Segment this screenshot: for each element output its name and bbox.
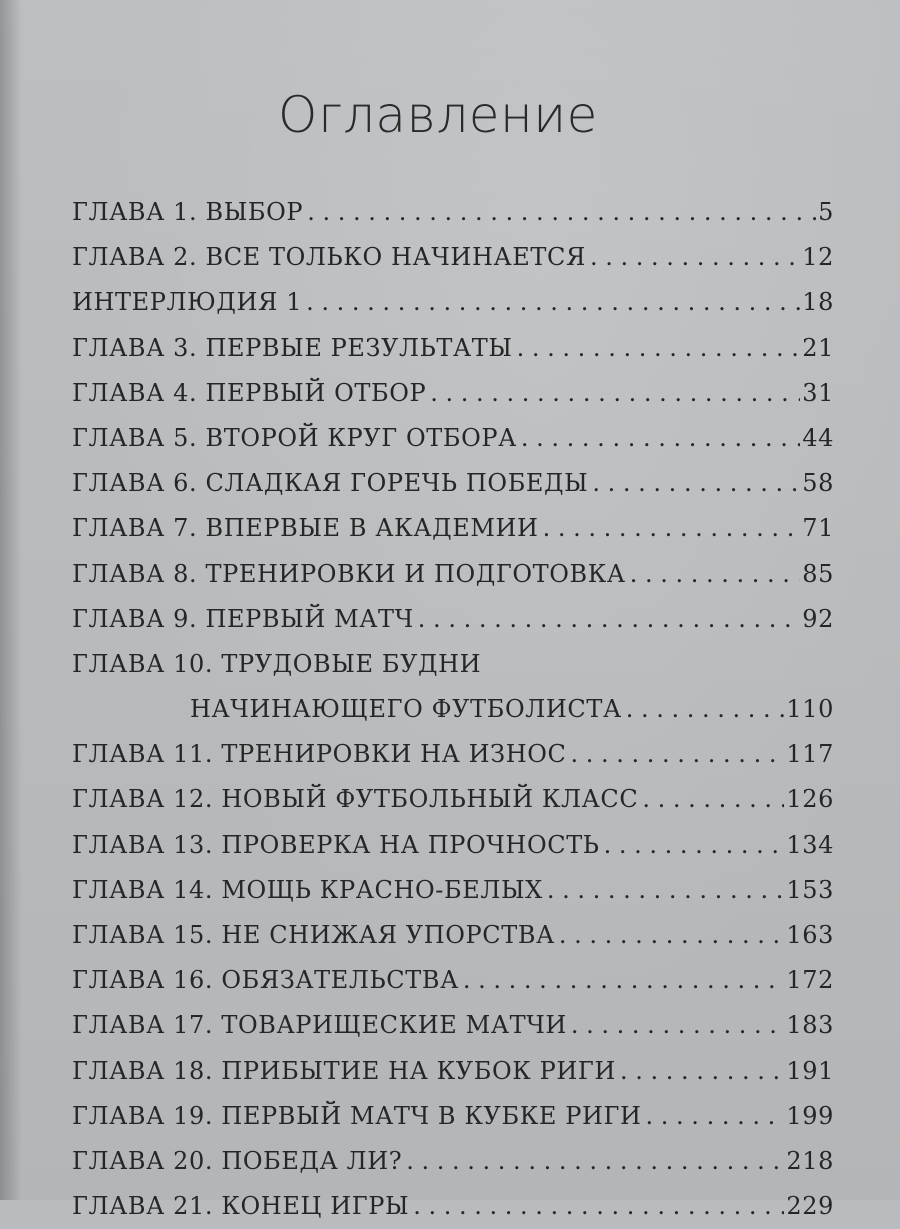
toc-line (72, 958, 834, 1003)
chapter-label: ГЛАВА 19. (72, 1101, 214, 1130)
toc-entry-text (72, 597, 414, 642)
chapter-title: ТРЕНИРОВКИ И ПОДГОТОВКА (205, 559, 626, 588)
toc-entry-text (72, 1139, 402, 1184)
page-number: 199 (786, 1101, 834, 1130)
page-number: 92 (802, 604, 834, 633)
spine-shadow (0, 0, 22, 1200)
page-number: 183 (786, 1011, 834, 1040)
dot-leader (521, 416, 800, 461)
dot-leader (626, 687, 785, 732)
toc-entry (72, 280, 834, 325)
chapter-label: ГЛАВА 1. (72, 198, 198, 226)
chapter-label: ГЛАВА 2. (72, 243, 198, 272)
toc-entry (72, 235, 834, 280)
toc-entry (72, 371, 834, 416)
chapter-title: ПРИБЫТИЕ НА КУБОК РИГИ (221, 1056, 616, 1085)
toc-entry-text (72, 823, 600, 868)
dot-leader (646, 1094, 785, 1139)
chapter-title: ПОБЕДА ЛИ? (221, 1146, 403, 1175)
toc-entry-text (72, 190, 303, 235)
toc-line (72, 732, 834, 777)
page-number: 218 (786, 1146, 834, 1175)
toc-entry-text (72, 552, 626, 597)
chapter-label: ГЛАВА 14. (72, 875, 214, 904)
chapter-title: ВЫБОР (205, 198, 304, 226)
toc-entry (72, 1184, 834, 1229)
toc-line (72, 190, 834, 235)
toc-entry (72, 552, 834, 597)
dot-leader (559, 913, 785, 958)
chapter-title: ТРЕНИРОВКИ НА ИЗНОС (221, 740, 567, 769)
dot-leader (307, 190, 816, 235)
toc-line (72, 1094, 834, 1139)
page-number: 58 (802, 469, 834, 498)
toc-line (72, 371, 834, 416)
toc-entry-text (72, 326, 513, 371)
toc-line (72, 416, 834, 461)
chapter-title: ВПЕРВЫЕ В АКАДЕМИИ (205, 514, 539, 543)
dot-leader (590, 235, 800, 280)
toc-line (72, 823, 834, 868)
chapter-title-continued: НАЧИНАЮЩЕГО ФУТБОЛИСТА (190, 695, 622, 724)
toc-entry-text (72, 1049, 616, 1094)
toc-entry-text (72, 1094, 642, 1139)
toc-line (72, 1184, 834, 1229)
page-number: 163 (786, 921, 834, 950)
dot-leader (592, 461, 800, 506)
toc-entry (72, 868, 834, 913)
toc-line (72, 1049, 834, 1094)
toc-entry (72, 958, 834, 1003)
page-number: 21 (802, 333, 834, 362)
toc-entry-text (72, 371, 426, 416)
chapter-label: ГЛАВА 12. (72, 785, 214, 814)
toc-line (72, 1139, 834, 1184)
toc-line (72, 913, 834, 958)
toc-entry-text (72, 732, 566, 777)
toc-entry-text (72, 958, 459, 1003)
page-number: 5 (818, 198, 834, 226)
chapter-label: ГЛАВА 13. (72, 830, 214, 859)
toc-line (72, 506, 834, 551)
chapter-title: НЕ СНИЖАЯ УПОРСТВА (221, 921, 555, 950)
dot-leader (547, 868, 785, 913)
toc-entry (72, 461, 834, 506)
toc-line (72, 326, 834, 371)
dot-leader (571, 1003, 785, 1048)
toc-line (72, 461, 834, 506)
chapter-title: СЛАДКАЯ ГОРЕЧЬ ПОБЕДЫ (205, 469, 589, 498)
chapter-label: ГЛАВА 6. (72, 469, 198, 498)
chapter-title: ИНТЕРЛЮДИЯ 1 (72, 288, 303, 317)
table-of-contents (72, 190, 834, 1229)
toc-entry (72, 913, 834, 958)
dot-leader (604, 823, 785, 868)
toc-entry-text (72, 506, 539, 551)
page-number: 153 (786, 875, 834, 904)
chapter-title: ПЕРВЫЙ ОТБОР (205, 378, 427, 407)
toc-line (72, 777, 834, 822)
page-number: 71 (802, 514, 834, 543)
chapter-label: ГЛАВА 15. (72, 921, 214, 950)
chapter-label: ГЛАВА 4. (72, 378, 198, 407)
toc-entry (72, 777, 834, 822)
toc-entry (72, 597, 834, 642)
dot-leader (306, 280, 800, 325)
chapter-label: ГЛАВА 17. (72, 1011, 214, 1040)
toc-entry (72, 326, 834, 371)
toc-entry (72, 190, 834, 235)
page-number: 44 (802, 423, 834, 452)
dot-leader (543, 506, 801, 551)
dot-leader (418, 597, 800, 642)
toc-entry (72, 416, 834, 461)
chapter-title: ТОВАРИЩЕСКИЕ МАТЧИ (221, 1011, 567, 1040)
chapter-title: ПЕРВЫЙ МАТЧ В КУБКЕ РИГИ (221, 1101, 642, 1130)
toc-line (72, 868, 834, 913)
dot-leader (570, 732, 784, 777)
page-number: 229 (786, 1192, 834, 1221)
chapter-label: ГЛАВА 3. (72, 333, 198, 362)
toc-entry-text (72, 777, 638, 822)
page-number: 134 (786, 830, 834, 859)
dot-leader (406, 1139, 784, 1184)
chapter-label: ГЛАВА 8. (72, 559, 198, 588)
toc-line (72, 280, 834, 325)
toc-entry (72, 1094, 834, 1139)
page-number: 85 (802, 559, 834, 588)
toc-entry-text (72, 235, 586, 280)
chapter-label: ГЛАВА 16. (72, 966, 214, 995)
chapter-title: ВТОРОЙ КРУГ ОТБОРА (205, 423, 517, 452)
toc-line (72, 235, 834, 280)
page-number: 12 (802, 243, 834, 272)
toc-entry-text (72, 913, 555, 958)
chapter-label: ГЛАВА 18. (72, 1056, 214, 1085)
toc-entry-text (72, 1003, 567, 1048)
toc-entry (72, 506, 834, 551)
chapter-title: ПРОВЕРКА НА ПРОЧНОСТЬ (221, 830, 600, 859)
chapter-label: ГЛАВА 5. (72, 423, 198, 452)
chapter-label: ГЛАВА 20. (72, 1146, 214, 1175)
chapter-label: ГЛАВА 7. (72, 514, 198, 543)
chapter-label: ГЛАВА 21. (72, 1192, 214, 1221)
chapter-title: КОНЕЦ ИГРЫ (221, 1192, 410, 1221)
toc-line (72, 1003, 834, 1048)
page-number: 191 (786, 1056, 834, 1085)
chapter-label: ГЛАВА 9. (72, 604, 198, 633)
dot-leader (463, 958, 785, 1003)
toc-entry-text (72, 280, 302, 325)
toc-entry-text (72, 642, 481, 687)
page-number: 110 (786, 695, 834, 724)
dot-leader (620, 1049, 784, 1094)
toc-entry-text (72, 868, 543, 913)
chapter-title: ТРУДОВЫЕ БУДНИ (221, 649, 482, 678)
chapter-title: ПЕРВЫЕ РЕЗУЛЬТАТЫ (205, 333, 513, 362)
toc-line-continuation (72, 687, 834, 732)
toc-entry-text (72, 461, 588, 506)
page-number: 31 (802, 378, 834, 407)
toc-entry (72, 732, 834, 777)
dot-leader (642, 777, 784, 822)
chapter-title: ВСЕ ТОЛЬКО НАЧИНАЕТСЯ (205, 243, 586, 272)
chapter-title: НОВЫЙ ФУТБОЛЬНЫЙ КЛАСС (221, 785, 639, 814)
toc-entry (72, 642, 834, 732)
chapter-title: ПЕРВЫЙ МАТЧ (205, 604, 414, 633)
toc-entry (72, 823, 834, 868)
toc-line (72, 642, 834, 687)
chapter-title: ОБЯЗАТЕЛЬСТВА (221, 966, 459, 995)
dot-leader (413, 1184, 784, 1229)
dot-leader (430, 371, 800, 416)
page-number: 172 (786, 966, 834, 995)
chapter-label: ГЛАВА 11. (72, 740, 214, 769)
page-number: 126 (786, 785, 834, 814)
toc-entry (72, 1003, 834, 1048)
toc-line (72, 597, 834, 642)
dot-leader (517, 326, 801, 371)
toc-entry (72, 1139, 834, 1184)
dot-leader (630, 552, 801, 597)
chapter-title: МОЩЬ КРАСНО-БЕЛЫХ (221, 875, 543, 904)
toc-entry-text (72, 416, 517, 461)
page-title: Оглавление (278, 86, 598, 144)
toc-entry-text (72, 1184, 409, 1229)
toc-entry (72, 1049, 834, 1094)
page-number: 117 (786, 740, 834, 769)
page-number: 18 (802, 288, 834, 317)
toc-line (72, 552, 834, 597)
chapter-label: ГЛАВА 10. (72, 649, 214, 678)
